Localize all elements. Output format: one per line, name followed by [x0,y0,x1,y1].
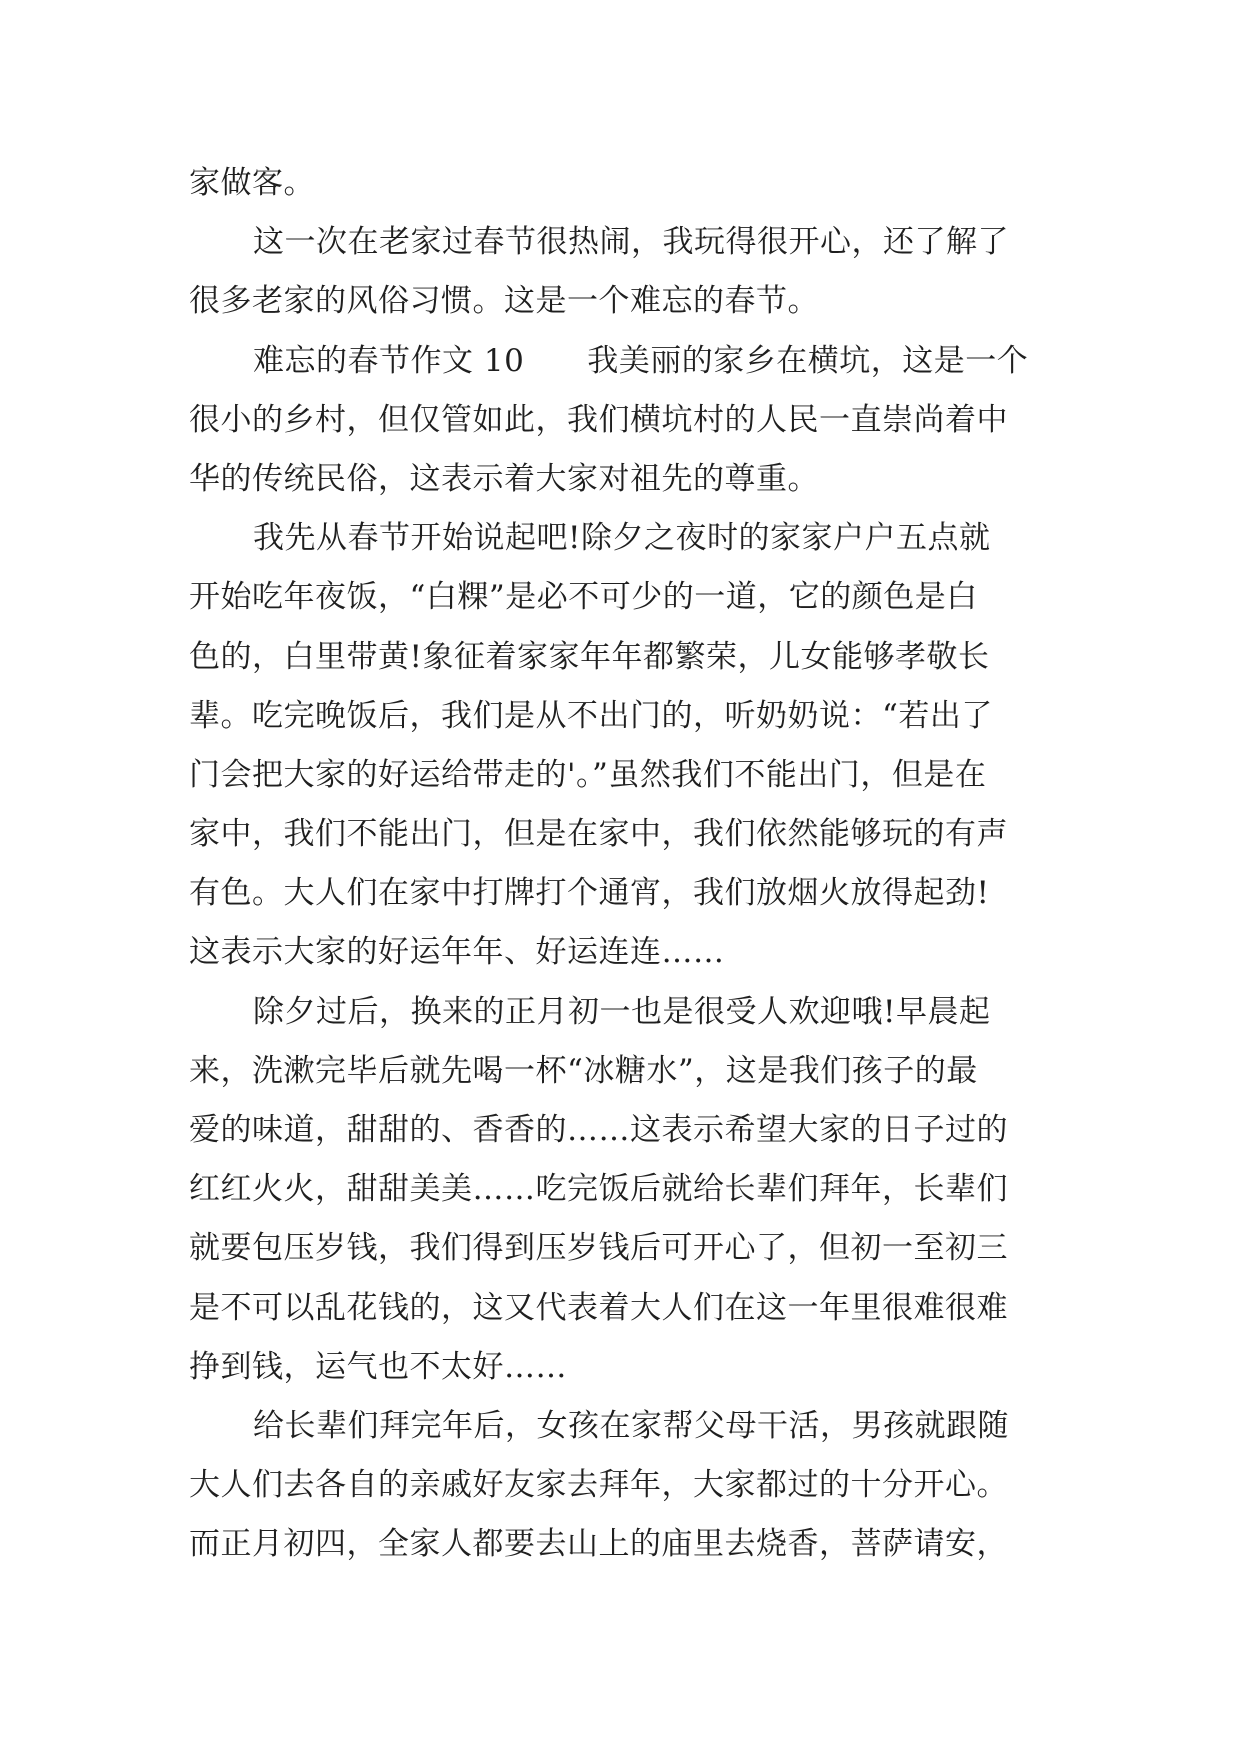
text-line: 难忘的春节作文 10 我美丽的家乡在横坑，这是一个 [253,342,1029,379]
text-line: 家中，我们不能出门，但是在家中，我们依然能够玩的有声 [189,816,1008,853]
text-line: 除夕过后，换来的正月初一也是很受人欢迎哦!早晨起 [253,993,991,1030]
text-line: 色的，白里带黄!象征着家家年年都繁荣，儿女能够孝敬长 [189,638,990,675]
text-line: 大人们去各自的亲戚好友家去拜年，大家都过的十分开心。 [189,1467,1008,1504]
text-line: 开始吃年夜饭，“白粿”是必不可少的一道，它的颜色是白 [189,579,978,616]
text-line: 这表示大家的好运年年、好运连连…… [189,934,725,971]
text-line: 来，洗漱完毕后就先喝一杯“冰糖水”，这是我们孩子的最 [189,1052,978,1089]
text-line: 红红火火，甜甜美美……吃完饭后就给长辈们拜年，长辈们 [189,1171,1008,1208]
text-line: 家做客。 [189,165,315,201]
text-line: 给长辈们拜完年后，女孩在家帮父母干活，男孩就跟随 [253,1407,1009,1444]
text-line: 门会把大家的好运给带走的'。”虽然我们不能出门，但是在 [189,756,987,793]
text-line: 爱的味道，甜甜的、香香的……这表示希望大家的日子过的 [189,1112,1008,1148]
text-line: 挣到钱，运气也不太好…… [189,1348,567,1385]
text-line: 这一次在老家过春节很热闹，我玩得很开心，还了解了 [253,224,1009,261]
essay-text-block [189,154,1049,1575]
text-line: 很小的乡村，但仅管如此，我们横坑村的人民一直崇尚着中 [189,401,1008,438]
text-line: 是不可以乱花钱的，这又代表着大人们在这一年里很难很难 [189,1289,1008,1326]
text-line: 而正月初四，全家人都要去山上的庙里去烧香，菩萨请安， [189,1526,1008,1563]
text-line: 就要包压岁钱，我们得到压岁钱后可开心了，但初一至初三 [189,1230,1008,1267]
text-line: 我先从春节开始说起吧!除夕之夜时的家家户户五点就 [253,520,991,557]
text-line: 很多老家的风俗习惯。这是一个难忘的春节。 [189,283,819,320]
text-line: 有色。大人们在家中打牌打个通宵，我们放烟火放得起劲! [189,875,990,912]
text-line: 辈。吃完晚饭后，我们是从不出门的，听奶奶说：“若出了 [189,697,993,734]
text-line: 华的传统民俗，这表示着大家对祖先的尊重。 [189,460,819,497]
